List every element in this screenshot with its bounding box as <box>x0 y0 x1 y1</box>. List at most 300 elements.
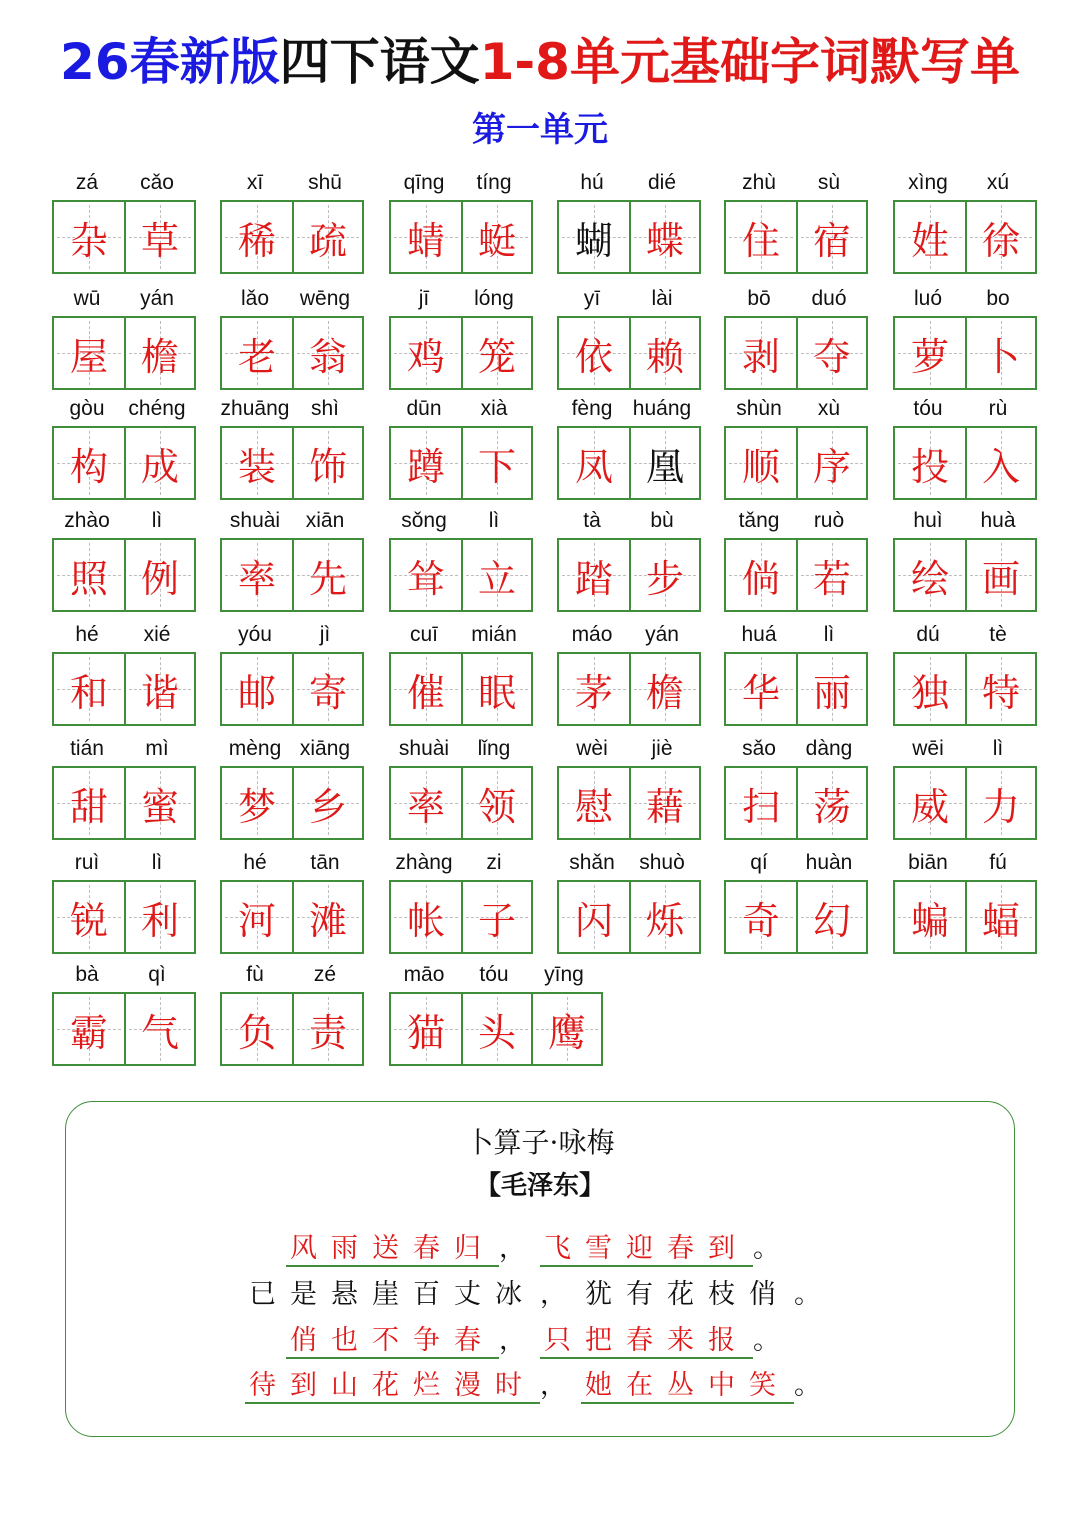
pinyin: cǎo <box>140 171 174 194</box>
pinyin-row <box>893 506 1037 536</box>
pinyin: shū <box>308 171 342 194</box>
pinyin-row <box>893 848 1037 878</box>
hanzi: 蝙 <box>910 898 949 943</box>
char-cell <box>796 318 866 388</box>
hanzi: 稀 <box>237 218 276 263</box>
word-item <box>557 848 701 954</box>
word-item <box>724 168 868 274</box>
word-item <box>893 620 1037 726</box>
pinyin: lì <box>488 509 500 532</box>
char-cell <box>222 768 292 838</box>
char-cell <box>292 768 362 838</box>
pinyin: lài <box>651 287 673 310</box>
pinyin: mián <box>471 623 517 646</box>
pinyin: jiè <box>651 737 673 760</box>
char-cell <box>292 428 362 498</box>
pinyin: yóu <box>238 623 272 646</box>
pinyin: tóu <box>479 963 509 986</box>
dictation-answer: 风雨送春归 <box>286 1226 499 1267</box>
pinyin-row <box>724 394 868 424</box>
char-cell <box>124 202 194 272</box>
pinyin-row <box>557 168 701 198</box>
tianzige-boxes <box>389 316 533 390</box>
word-item <box>557 734 701 840</box>
char-cell <box>629 768 699 838</box>
word-item <box>220 168 364 274</box>
pinyin: biān <box>908 851 948 874</box>
pinyin-row <box>389 734 533 764</box>
tianzige-boxes <box>893 766 1037 840</box>
hanzi: 率 <box>406 784 445 829</box>
pinyin-row <box>389 960 603 990</box>
char-cell <box>629 882 699 952</box>
hanzi: 领 <box>477 784 516 829</box>
tianzige-boxes <box>220 880 364 954</box>
hanzi: 卜 <box>981 334 1020 379</box>
pinyin: jì <box>319 623 331 646</box>
char-cell <box>222 654 292 724</box>
tianzige-boxes <box>893 538 1037 612</box>
hanzi: 步 <box>645 556 684 601</box>
char-cell <box>461 768 531 838</box>
word-item <box>724 284 868 390</box>
char-cell <box>895 654 965 724</box>
hanzi: 入 <box>981 444 1020 489</box>
hanzi: 序 <box>812 444 851 489</box>
hanzi: 华 <box>741 670 780 715</box>
tianzige-boxes <box>557 880 701 954</box>
tianzige-boxes <box>893 652 1037 726</box>
pinyin: zhù <box>742 171 776 194</box>
tianzige-boxes <box>220 426 364 500</box>
punctuation: 。 <box>794 1279 835 1310</box>
char-cell <box>54 428 124 498</box>
pinyin: xié <box>143 623 171 646</box>
hanzi: 顺 <box>741 444 780 489</box>
tianzige-boxes <box>389 200 533 274</box>
pinyin: wēi <box>912 737 944 760</box>
tianzige-boxes <box>52 992 196 1066</box>
char-cell <box>629 202 699 272</box>
pinyin-row <box>557 848 701 878</box>
hanzi: 独 <box>910 670 949 715</box>
char-cell <box>391 768 461 838</box>
poem-line <box>0 1272 1080 1311</box>
pinyin: shǎn <box>569 851 615 874</box>
pinyin: rù <box>988 397 1008 420</box>
hanzi: 鸡 <box>406 334 445 379</box>
pinyin-row <box>724 620 868 650</box>
char-cell <box>726 540 796 610</box>
pinyin-row <box>52 848 196 878</box>
char-cell <box>391 994 461 1064</box>
word-item <box>52 620 196 726</box>
hanzi: 檐 <box>140 334 179 379</box>
hanzi: 夺 <box>812 334 851 379</box>
pinyin: wēng <box>299 287 351 310</box>
hanzi: 踏 <box>574 556 613 601</box>
char-cell <box>461 654 531 724</box>
pinyin: qīng <box>403 171 445 194</box>
pinyin: dūn <box>406 397 442 420</box>
pinyin: qì <box>148 963 166 986</box>
word-item <box>724 394 868 500</box>
char-cell <box>965 318 1035 388</box>
char-cell <box>895 318 965 388</box>
char-cell <box>559 540 629 610</box>
char-cell <box>124 540 194 610</box>
dictation-answer: 她在丛中笑 <box>581 1363 794 1404</box>
hanzi: 宿 <box>812 218 851 263</box>
pinyin: xù <box>817 397 841 420</box>
pinyin: lì <box>823 623 835 646</box>
poem-line <box>0 1363 1080 1404</box>
pinyin: zá <box>75 171 99 194</box>
hanzi: 慰 <box>574 784 613 829</box>
pinyin: cuī <box>409 623 438 646</box>
pinyin: zé <box>313 963 337 986</box>
tianzige-boxes <box>389 880 533 954</box>
poem-line <box>0 1226 1080 1267</box>
pinyin: xiān <box>305 509 345 532</box>
word-item <box>220 506 364 612</box>
hanzi: 依 <box>574 334 613 379</box>
pinyin: huì <box>913 509 943 532</box>
hanzi: 鹰 <box>547 1010 586 1055</box>
hanzi: 立 <box>477 556 516 601</box>
hanzi: 特 <box>981 670 1020 715</box>
pinyin: bo <box>986 287 1010 310</box>
pinyin: zhàng <box>395 851 453 874</box>
title-version: 26春新版 <box>60 33 280 91</box>
char-cell <box>895 202 965 272</box>
pinyin: tián <box>70 737 104 760</box>
word-item <box>389 168 533 274</box>
word-item <box>893 394 1037 500</box>
hanzi: 先 <box>308 556 347 601</box>
hanzi: 装 <box>237 444 276 489</box>
tianzige-boxes <box>893 200 1037 274</box>
word-item <box>52 506 196 612</box>
char-cell <box>461 318 531 388</box>
char-cell <box>559 768 629 838</box>
char-cell <box>726 202 796 272</box>
hanzi: 茅 <box>574 670 613 715</box>
char-cell <box>895 882 965 952</box>
word-item <box>52 168 196 274</box>
poem-author: 【毛泽东】 <box>474 1171 605 1201</box>
word-item <box>389 284 533 390</box>
pinyin: hé <box>75 623 99 646</box>
hanzi: 蜓 <box>477 218 516 263</box>
hanzi: 蝶 <box>645 218 684 263</box>
hanzi: 锐 <box>69 898 108 943</box>
pinyin: qí <box>750 851 768 874</box>
tianzige-boxes <box>557 316 701 390</box>
hanzi: 寄 <box>308 670 347 715</box>
word-item <box>724 734 868 840</box>
pinyin-row <box>220 734 364 764</box>
char-cell <box>726 768 796 838</box>
pinyin-row <box>389 848 533 878</box>
hanzi: 奇 <box>741 898 780 943</box>
hanzi: 谐 <box>140 670 179 715</box>
tianzige-boxes <box>724 880 868 954</box>
tianzige-boxes <box>724 426 868 500</box>
pinyin-row <box>724 168 868 198</box>
hanzi: 照 <box>69 556 108 601</box>
tianzige-boxes <box>557 766 701 840</box>
hanzi: 猫 <box>406 1010 445 1055</box>
pinyin: ruò <box>813 509 845 532</box>
pinyin-row <box>893 168 1037 198</box>
char-cell <box>54 994 124 1064</box>
pinyin: xú <box>986 171 1010 194</box>
char-cell <box>124 994 194 1064</box>
punctuation: 。 <box>794 1370 835 1401</box>
hanzi: 翁 <box>308 334 347 379</box>
hanzi: 耸 <box>406 556 445 601</box>
hanzi: 蜻 <box>406 218 445 263</box>
char-cell <box>559 202 629 272</box>
char-cell <box>461 540 531 610</box>
char-cell <box>461 882 531 952</box>
hanzi: 威 <box>910 784 949 829</box>
char-cell <box>965 654 1035 724</box>
hanzi: 徐 <box>981 218 1020 263</box>
pinyin: xī <box>246 171 264 194</box>
pinyin: mì <box>145 737 169 760</box>
pinyin-row <box>220 506 364 536</box>
hanzi: 草 <box>140 218 179 263</box>
hanzi: 构 <box>69 444 108 489</box>
pinyin-row <box>52 960 196 990</box>
hanzi: 凤 <box>574 444 613 489</box>
char-cell <box>292 994 362 1064</box>
char-cell <box>461 994 531 1064</box>
poem-line <box>0 1318 1080 1359</box>
tianzige-boxes <box>893 880 1037 954</box>
word-item <box>893 848 1037 954</box>
char-cell <box>222 994 292 1064</box>
hanzi: 蜜 <box>140 784 179 829</box>
char-cell <box>54 540 124 610</box>
word-item <box>557 620 701 726</box>
page-title <box>0 30 1080 94</box>
unit-heading: 第一单元 <box>472 110 608 150</box>
pinyin: tà <box>583 509 601 532</box>
char-cell <box>895 540 965 610</box>
char-cell <box>965 428 1035 498</box>
hanzi: 烁 <box>645 898 684 943</box>
tianzige-boxes <box>389 652 533 726</box>
word-item <box>52 734 196 840</box>
hanzi: 率 <box>237 556 276 601</box>
dictation-answer: 俏也不争春 <box>286 1318 499 1359</box>
word-item <box>557 394 701 500</box>
char-cell <box>796 882 866 952</box>
pinyin: sǒng <box>401 509 447 532</box>
hanzi: 杂 <box>69 218 108 263</box>
pinyin: shuài <box>398 737 450 760</box>
title-scope: 1-8单元基础字词默写单 <box>479 33 1020 91</box>
pinyin: fù <box>246 963 264 986</box>
pinyin: zhuāng <box>220 397 290 420</box>
poem-title: 卜算子·咏梅 <box>465 1126 615 1159</box>
char-cell <box>531 994 601 1064</box>
pinyin-row <box>220 394 364 424</box>
hanzi: 丽 <box>812 670 851 715</box>
char-cell <box>292 202 362 272</box>
word-item <box>52 848 196 954</box>
dictation-answer: 待到山花烂漫时 <box>245 1363 540 1404</box>
hanzi: 河 <box>237 898 276 943</box>
tianzige-boxes <box>724 766 868 840</box>
pinyin: lì <box>151 851 163 874</box>
pinyin-row <box>389 620 533 650</box>
word-item <box>52 394 196 500</box>
hanzi: 子 <box>477 898 516 943</box>
char-cell <box>391 202 461 272</box>
word-item <box>52 960 196 1066</box>
char-cell <box>629 540 699 610</box>
pinyin: lì <box>151 509 163 532</box>
poem-text: 犹有花枝俏 <box>585 1279 790 1310</box>
tianzige-boxes <box>557 426 701 500</box>
word-item <box>724 848 868 954</box>
hanzi: 例 <box>140 556 179 601</box>
word-item <box>389 620 533 726</box>
char-cell <box>461 428 531 498</box>
hanzi: 剥 <box>741 334 780 379</box>
hanzi: 若 <box>812 556 851 601</box>
pinyin: hú <box>580 171 604 194</box>
punctuation: 。 <box>753 1325 794 1356</box>
pinyin: shùn <box>736 397 782 420</box>
pinyin: bù <box>650 509 674 532</box>
char-cell <box>292 318 362 388</box>
word-item <box>220 394 364 500</box>
word-item <box>893 284 1037 390</box>
word-item <box>389 960 603 1066</box>
tianzige-boxes <box>724 652 868 726</box>
title-subject: 四下语文 <box>279 33 480 91</box>
tianzige-boxes <box>724 316 868 390</box>
char-cell <box>965 882 1035 952</box>
hanzi: 老 <box>237 334 276 379</box>
char-cell <box>461 202 531 272</box>
char-cell <box>895 428 965 498</box>
hanzi: 成 <box>140 444 179 489</box>
hanzi: 倘 <box>741 556 780 601</box>
pinyin: fú <box>989 851 1007 874</box>
hanzi: 责 <box>308 1010 347 1055</box>
pinyin: bō <box>747 287 771 310</box>
word-item <box>557 168 701 274</box>
hanzi: 甜 <box>69 784 108 829</box>
char-cell <box>559 654 629 724</box>
pinyin: huáng <box>632 397 692 420</box>
pinyin: dié <box>647 171 677 194</box>
pinyin: tǎng <box>738 509 780 532</box>
pinyin-row <box>724 284 868 314</box>
pinyin: yī <box>583 287 601 310</box>
hanzi: 屋 <box>69 334 108 379</box>
char-cell <box>54 654 124 724</box>
pinyin-row <box>220 620 364 650</box>
pinyin-row <box>893 284 1037 314</box>
tianzige-boxes <box>220 766 364 840</box>
tianzige-boxes <box>220 652 364 726</box>
dictation-answer: 只把春来报 <box>540 1318 753 1359</box>
pinyin-row <box>389 506 533 536</box>
char-cell <box>222 428 292 498</box>
hanzi: 帐 <box>406 898 445 943</box>
char-cell <box>895 768 965 838</box>
char-cell <box>391 882 461 952</box>
hanzi: 滩 <box>308 898 347 943</box>
char-cell <box>726 882 796 952</box>
pinyin: shuài <box>229 509 281 532</box>
pinyin: shuò <box>639 851 685 874</box>
hanzi: 利 <box>140 898 179 943</box>
pinyin: xìng <box>908 171 948 194</box>
char-cell <box>124 318 194 388</box>
hanzi: 藉 <box>645 784 684 829</box>
pinyin: yán <box>645 623 679 646</box>
hanzi: 闪 <box>574 898 613 943</box>
char-cell <box>54 768 124 838</box>
hanzi: 画 <box>981 556 1020 601</box>
hanzi: 疏 <box>308 218 347 263</box>
pinyin: lǎo <box>240 287 270 310</box>
word-item <box>893 734 1037 840</box>
pinyin: sǎo <box>742 737 776 760</box>
pinyin-row <box>52 284 196 314</box>
tianzige-boxes <box>389 426 533 500</box>
hanzi: 笼 <box>477 334 516 379</box>
char-cell <box>965 540 1035 610</box>
poem-text: 已是悬崖百丈冰 <box>249 1279 536 1310</box>
pinyin: zi <box>486 851 502 874</box>
hanzi: 蹲 <box>406 444 445 489</box>
char-cell <box>796 540 866 610</box>
tianzige-boxes <box>389 992 603 1066</box>
pinyin: luó <box>913 287 943 310</box>
pinyin: duó <box>811 287 847 310</box>
pinyin-row <box>893 394 1037 424</box>
char-cell <box>292 654 362 724</box>
pinyin: lì <box>992 737 1004 760</box>
char-cell <box>965 768 1035 838</box>
char-cell <box>726 654 796 724</box>
pinyin: tān <box>310 851 340 874</box>
char-cell <box>54 318 124 388</box>
pinyin-row <box>724 734 868 764</box>
hanzi: 邮 <box>237 670 276 715</box>
word-item <box>220 284 364 390</box>
char-cell <box>54 202 124 272</box>
hanzi: 投 <box>910 444 949 489</box>
char-cell <box>559 318 629 388</box>
pinyin-row <box>893 734 1037 764</box>
word-item <box>557 506 701 612</box>
pinyin-row <box>220 848 364 878</box>
char-cell <box>796 768 866 838</box>
tianzige-boxes <box>52 766 196 840</box>
tianzige-boxes <box>893 316 1037 390</box>
word-item <box>220 960 364 1066</box>
